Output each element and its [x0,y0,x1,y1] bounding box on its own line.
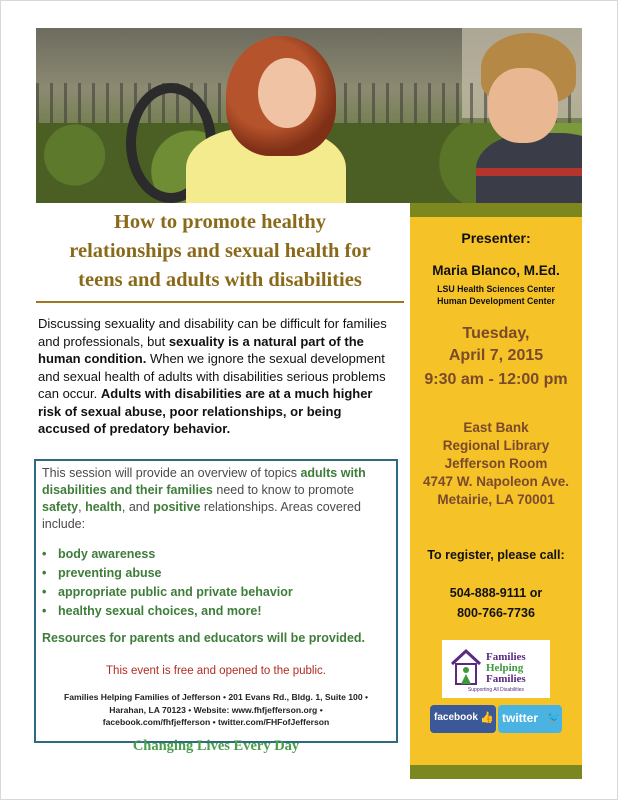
session-text: , [78,500,86,514]
list-item: • preventing abuse [42,564,293,583]
session-description [42,465,394,533]
facebook-button[interactable] [430,705,496,733]
presenter-label: Presenter: [461,230,531,246]
man-figure [476,133,582,203]
intro-emphasis: Adults with disabilities are at a much higher risk of sexual abuse, poor relationships, or being accused of predatory behavior. [38,386,373,436]
sidebar-top-band [410,203,582,217]
resources-note: Resources for parents and educators will be provided. [42,631,365,645]
logo-tagline: Supporting All Disabilities [467,687,525,693]
phone-number: 800-766-7736 [457,606,535,620]
sidebar-bottom-band [410,765,582,779]
session-emphasis: safety [42,500,79,514]
session-emphasis: health [85,500,122,514]
date-line: Tuesday, [462,325,530,342]
register-phones [410,583,582,623]
tagline: Changing Lives Every Day [132,738,300,754]
presenter-name: Maria Blanco, M.Ed. [432,263,560,278]
location-line: East Bank [463,420,529,435]
org-line: Families Helping Families of Jefferson • 201 Evans Rd., Bldg. 1, Suite 100 • [63,692,369,702]
intro-text: When we ignore the sexual development and sexual health of adults with disabilities serious problems can occur. [38,351,386,401]
presenter-affiliation [410,283,582,307]
session-text: This session will provide an overview of topics [42,466,301,480]
intro-emphasis: sexuality is a natural part of the human condition. [38,333,364,366]
topics-list [42,545,293,621]
event-date [410,323,582,367]
location-line: Regional Library [442,438,550,453]
session-text: , and [121,500,154,514]
phone-number: 504-888-9111 or [449,586,543,600]
logo-word: Families [486,673,526,685]
flyer-title [40,208,400,295]
woman-face [258,58,316,128]
list-item: • appropriate public and private behavior [42,583,293,602]
affiliation-line: LSU Health Sciences Center [437,284,555,294]
title-divider [36,301,404,303]
facebook-label: facebook [434,712,478,723]
list-item: • healthy sexual choices, and more! [42,602,293,621]
intro-paragraph [38,315,388,438]
org-line: facebook.com/fhfjefferson • twitter.com/FHFofJefferson [102,717,330,727]
affiliation-line: Human Development Center [437,296,555,306]
thumbs-up-icon: 👍 [480,712,494,724]
logo-word: Helping [486,662,524,674]
intro-text: Discussing sexuality and disability can be difficult for families and professionals, but [38,316,387,349]
title-line: teens and adults with disabilities [78,269,362,291]
session-text: relationships. Areas covered include: [42,500,361,531]
session-text: need to know to promote [212,483,354,497]
session-info-box [34,459,398,754]
date-line: April 7, 2015 [448,347,544,364]
hero-photo [36,28,582,203]
house-icon [450,648,482,686]
title-line: How to promote healthy [113,211,326,233]
title-line: relationships and sexual health for [69,240,371,262]
register-label: To register, please call: [427,548,565,562]
free-event-note: This event is free and opened to the public. [106,665,326,677]
twitter-label: twitter [502,711,538,725]
list-item: • body awareness [42,545,293,564]
event-time: 9:30 am - 12:00 pm [424,371,568,388]
location-line: Jefferson Room [444,456,548,471]
logo-word: Families [486,651,526,663]
event-location [410,419,582,509]
location-line: 4747 W. Napoleon Ave. [422,474,570,489]
session-emphasis: positive [153,500,201,514]
fhf-logo [442,640,550,698]
organization-contact [36,691,396,729]
session-emphasis: adults with disabilities and their families [42,466,366,497]
man-face [488,68,558,143]
event-sidebar [410,203,582,779]
org-line: Harahan, LA 70123 • Website: www.fhfjefferson.org • [109,704,323,715]
twitter-bird-icon: 🐦 [546,710,561,724]
twitter-button[interactable] [498,705,562,733]
location-line: Metairie, LA 70001 [437,492,555,507]
